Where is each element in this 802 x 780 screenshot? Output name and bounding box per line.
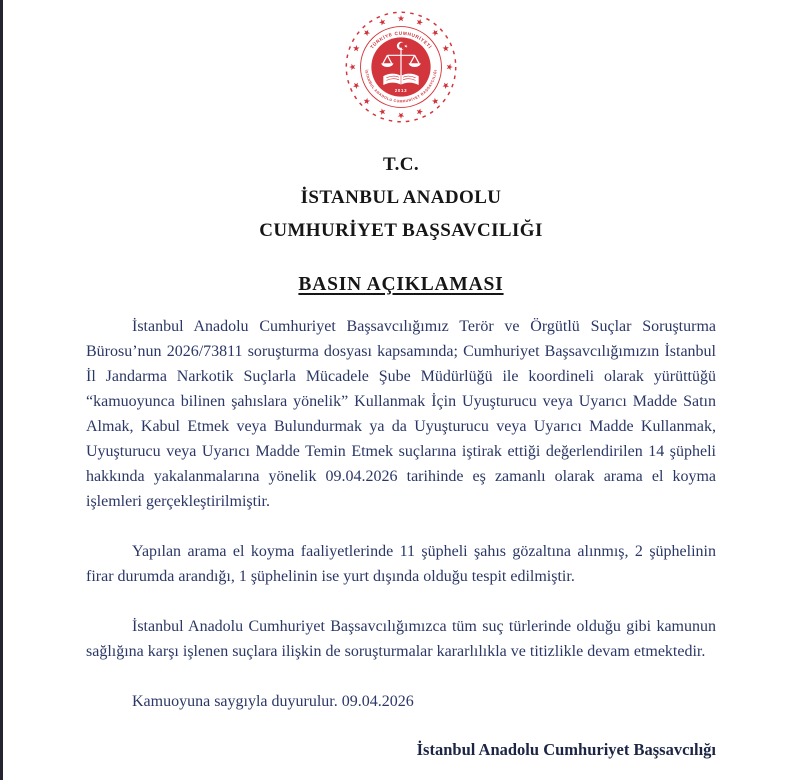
title-cumhuriyet-bassavciligi: CUMHURİYET BAŞSAVCILIĞI — [259, 220, 543, 241]
emblem-top-arc-textpath: TÜRKİYE CUMHURİYETİ — [369, 30, 433, 50]
press-release-paragraph-2: Yapılan arama el koyma faaliyetlerinde 11 şüpheli şahıs gözaltına alınmış, 2 şüphelinin firar durumda arandığı, 1 şüphelinin ise yurt dışında olduğu tespit edilmiştir. — [86, 543, 716, 585]
title-istanbul-anadolu: İSTANBUL ANADOLU — [300, 187, 502, 208]
press-release-paragraph-1: İstanbul Anadolu Cumhuriyet Başsavcılığımız Terör ve Örgütlü Suçlar Soruşturma Bürosu’nun 2026/73811 soruşturma dosyası kapsamında; Cumhuriyet Başsavcılığımızın İstanbul İl Jandarma Narkotik Suçlarla Mücadele Şube Müdürlüğü ile koordineli olarak yürüttüğü “kamuoyunca bilinen şahıslara yönelik” Kullanmak İçin Uyuşturucu veya Uyarıcı Madde Satın Almak, Kabul Etmek veya Bulundurmak ya da Uyuşturucu veya Uyarıcı Madde Kullanmak, Uyuşturucu veya Uyarıcı Madde Temin Etmek suçlarına iştirak ettiği değerlendirilen 14 şüpheli hakkında yakalanmalarına yönelik 09.04.2026 tarihinde eş zamanlı olarak arama el koyma işlemleri gerçekleştirilmiştir. — [86, 318, 716, 510]
press-release-heading: BASIN AÇIKLAMASI — [298, 274, 504, 295]
emblem-bottom-arc-textpath: İSTANBUL ANADOLU CUMHURİYET BAŞSAVCILIĞI — [364, 69, 438, 104]
title-tc: T.C. — [382, 154, 420, 175]
press-release-paragraph-3: İstanbul Anadolu Cumhuriyet Başsavcılığımızca tüm suç türlerinde olduğu gibi kamunun sağlığına karşı işlenen suçlara ilişkin de soruşturmalar kararlılıkla ve titizlikle devam etmektedir. — [86, 618, 716, 660]
page-left-edge — [0, 0, 3, 780]
document-header — [0, 148, 802, 247]
press-release-body — [86, 314, 716, 762]
closing-line: Kamuoyuna saygıyla duyurulur. 09.04.2026 — [132, 693, 414, 710]
emblem-svg — [344, 10, 458, 124]
signature-line: İstanbul Anadolu Cumhuriyet Başsavcılığı — [416, 740, 716, 759]
emblem-year: 2013 — [394, 87, 408, 93]
prosecutor-office-emblem — [344, 10, 458, 124]
